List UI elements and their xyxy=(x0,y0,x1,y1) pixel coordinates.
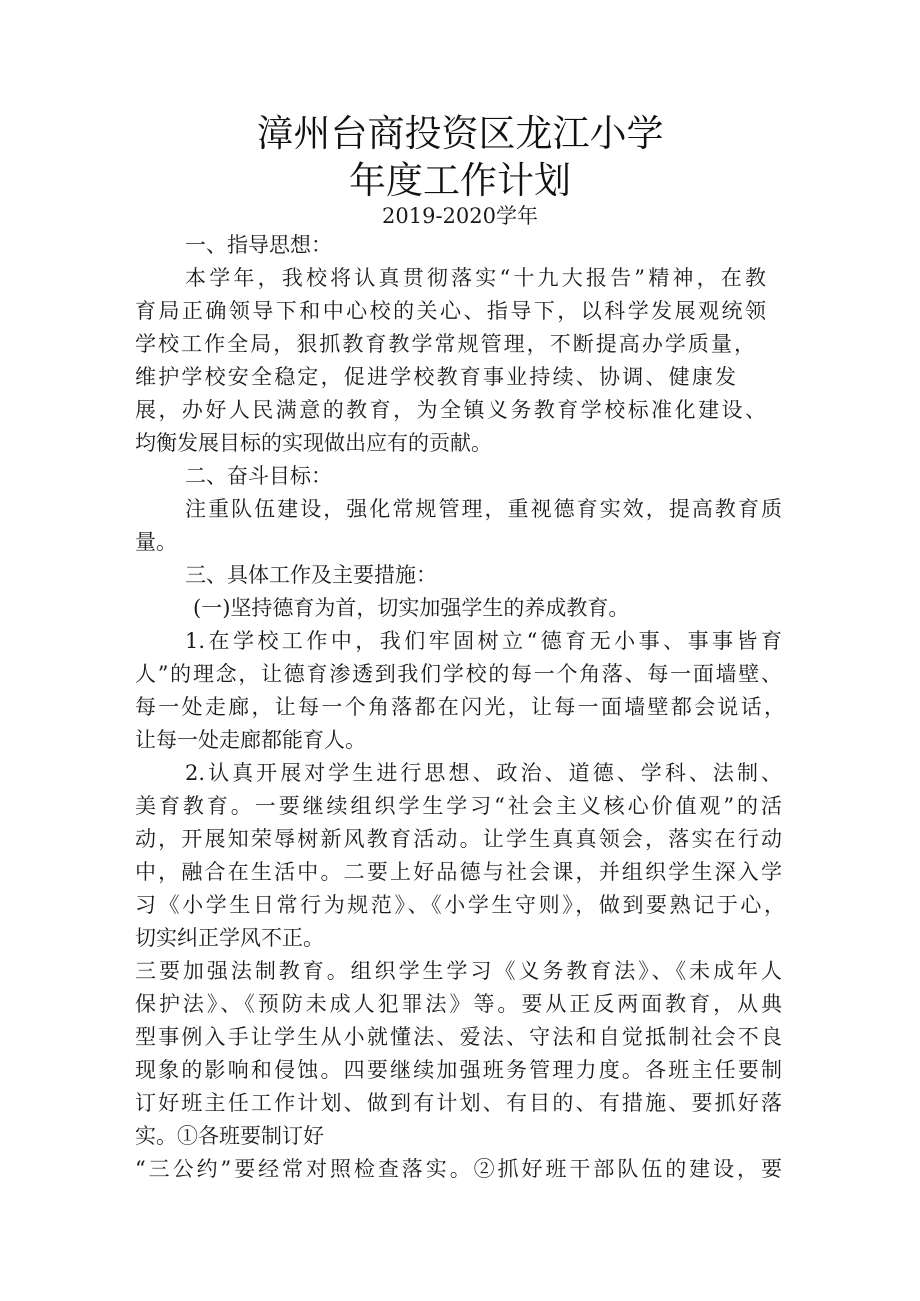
paragraph-line: “三公约”要经常对照检查落实。②抓好班干部队伍的建设，要 xyxy=(135,1157,782,1181)
paragraph-line: 展，办好人民满意的教育，为全镇义务教育学校标准化建设、 xyxy=(135,398,766,422)
paragraph-line: 均衡发展目标的实现做出应有的贡献。 xyxy=(135,431,492,455)
paragraph-line: 实。①各班要制订好 xyxy=(135,1124,324,1148)
paragraph-line: 习《小学生日常行为规范》、《小学生守则》，做到要熟记于心， xyxy=(135,893,785,917)
section-heading-guiding-thought: 一、指导思想： xyxy=(185,233,332,257)
document-title-line2: 年度工作计划 xyxy=(349,159,571,202)
paragraph-line: 动，开展知荣辱树新风教育活动。让学生真真领会，落实在行动 xyxy=(135,827,782,851)
paragraph-line: 型事例入手让学生从小就懂法、爱法、守法和自觉抵制社会不良 xyxy=(135,1025,782,1049)
section-heading-measures: 三、具体工作及主要措施： xyxy=(185,563,437,587)
paragraph-line: 每一处走廊，让每一个角落都在闪光，让每一面墙壁都会说话， xyxy=(135,695,785,719)
paragraph-line: 育局正确领导下和中心校的关心、指导下，以科学发展观统领 xyxy=(135,299,766,323)
document-title-line1: 漳州台商投资区龙江小学 xyxy=(256,112,664,155)
paragraph-line: 中，融合在生活中。二要上好品德与社会课，并组织学生深入学 xyxy=(135,860,782,884)
paragraph-line: 注重队伍建设，强化常规管理，重视德育实效，提高教育质 xyxy=(185,497,782,521)
paragraph-line: 美育教育。一要继续组织学生学习“社会主义核心价值观”的活 xyxy=(135,794,782,818)
paragraph-line: 人”的理念，让德育渗透到我们学校的每一个角落、每一面墙壁、 xyxy=(135,662,782,686)
paragraph-line: 让每一处走廊都能育人。 xyxy=(135,728,366,752)
paragraph-line: 保护法》、《预防未成人犯罪法》等。要从正反两面教育，从典 xyxy=(135,992,782,1016)
section-heading-goals: 二、奋斗目标： xyxy=(185,464,332,488)
paragraph-line: 订好班主任工作计划、做到有计划、有目的、有措施、要抓好落 xyxy=(135,1091,782,1115)
paragraph-line: 现象的影响和侵蚀。四要继续加强班务管理力度。各班主任要制 xyxy=(135,1058,782,1082)
document-subtitle: 2019-2020学年 xyxy=(382,204,538,228)
paragraph-line: 2.认真开展对学生进行思想、政治、道德、学科、法制、 xyxy=(185,761,782,785)
paragraph-line: 量。 xyxy=(135,530,177,554)
paragraph-line: 切实纠正学风不正。 xyxy=(135,926,324,950)
paragraph-line: 1.在学校工作中，我们牢固树立“德育无小事、事事皆育 xyxy=(185,629,782,653)
subsection-heading-moral-education: (一)坚持德育为首，切实加强学生的养成教育。 xyxy=(193,596,630,620)
paragraph-line: 学校工作全局，狠抓教育教学常规管理，不断提高办学质量， xyxy=(135,332,755,356)
paragraph-line: 三要加强法制教育。组织学生学习《义务教育法》、《未成年人 xyxy=(135,959,782,983)
paragraph-line: 维护学校安全稳定，促进学校教育事业持续、协调、健康发 xyxy=(135,365,736,389)
paragraph-line: 本学年，我校将认真贯彻落实“十九大报告”精神，在教 xyxy=(185,266,766,290)
